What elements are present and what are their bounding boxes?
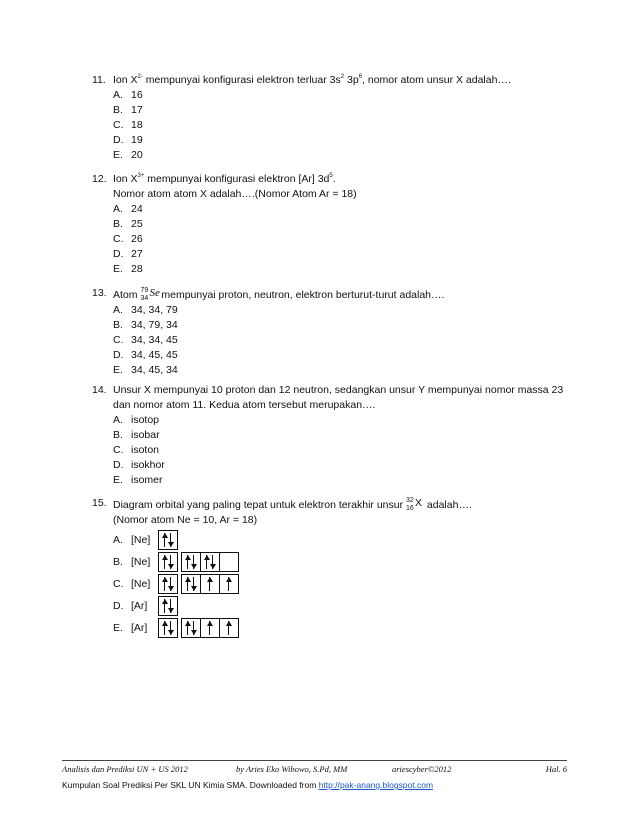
option-b: B. isobar: [113, 429, 160, 441]
footer-source: Analisis dan Prediksi UN + US 2012: [62, 764, 188, 774]
spin-up-arrow-icon: [164, 599, 166, 613]
orbital-diagram: [158, 618, 239, 638]
question-text: Unsur X mempunyai 10 proton dan 12 neutron, sedangkan unsur Y mempunyai nomor massa 23: [113, 384, 564, 396]
footer-rule: [62, 760, 567, 761]
option-c: C. [Ne]: [113, 574, 592, 596]
option-c: C. 34, 34, 45: [113, 334, 178, 346]
footer-page-number: Hal. 6: [545, 764, 567, 774]
question-number: 15.: [92, 497, 107, 509]
question-number: 14.: [92, 384, 107, 396]
nuclide-symbol: 32 16 X: [406, 497, 423, 512]
option-c: C. 26: [113, 233, 143, 245]
spin-up-arrow-icon: [164, 577, 166, 591]
option-a: A. 34, 34, 79: [113, 304, 178, 316]
option-e: E. isomer: [113, 474, 163, 486]
option-e: E. 28: [113, 263, 143, 275]
spin-up-arrow-icon: [187, 621, 189, 635]
p-orbital-box: [219, 618, 239, 638]
p-orbital-box: [219, 574, 239, 594]
question-15: [92, 496, 592, 640]
option-c: C. isoton: [113, 444, 160, 456]
question-text-line2: (Nomor atom Ne = 10, Ar = 18): [113, 514, 258, 526]
spin-down-arrow-icon: [193, 577, 195, 591]
option-e: E. 34, 45, 34: [113, 364, 178, 376]
spin-down-arrow-icon: [170, 577, 172, 591]
footer-copyright: ariescyber©2012: [392, 764, 452, 774]
spin-down-arrow-icon: [170, 599, 172, 613]
question-text: Atom 79 34 Se mempunyai proton, neutron, elektron berturut-turut adalah….: [113, 287, 445, 302]
s-orbital-box: [158, 618, 178, 638]
option-d: D. isokhor: [113, 459, 165, 471]
question-11: [92, 73, 592, 163]
orbital-diagram: [158, 596, 178, 616]
s-orbital-box: [158, 574, 178, 594]
option-b: B. [Ne]: [113, 552, 592, 574]
option-a: A. 16: [113, 89, 143, 101]
spin-up-arrow-icon: [209, 577, 211, 591]
question-number: 13.: [92, 287, 107, 299]
option-e: E. 20: [113, 149, 143, 161]
spin-down-arrow-icon: [170, 621, 172, 635]
question-text: Ion $X^{3+}$ mempunyai konfigurasi elektron [Ar] $3d^5$.: [113, 173, 336, 185]
spin-down-arrow-icon: [170, 533, 172, 547]
option-b: B. 34, 79, 34: [113, 319, 178, 331]
p-orbital-box: [200, 574, 220, 594]
spin-down-arrow-icon: [170, 555, 172, 569]
orbital-diagram: [158, 574, 239, 594]
p-orbital-box: [219, 552, 239, 572]
question-number: 12.: [92, 173, 107, 185]
p-orbital-box: [181, 574, 201, 594]
question-text-line2: dan nomor atom 11. Kedua atom tersebut merupakan….: [113, 399, 376, 411]
question-text: Ion $X^{2-}$ mempunyai konfigurasi elektron terluar $3s^2$ $3p^6$, nomor atom unsur X adalah….: [113, 74, 511, 86]
orbital-diagram: [158, 552, 239, 572]
footer-line-2: [62, 780, 567, 790]
s-orbital-box: [158, 552, 178, 572]
question-12: [92, 172, 592, 277]
orbital-options: [92, 530, 592, 640]
p-orbital-box: [181, 618, 201, 638]
question-14: [92, 383, 592, 488]
spin-up-arrow-icon: [206, 555, 208, 569]
spin-up-arrow-icon: [164, 621, 166, 635]
option-d: D. [Ar]: [113, 596, 592, 618]
spin-up-arrow-icon: [164, 533, 166, 547]
nuclide-symbol: 79 34 Se: [140, 287, 160, 302]
s-orbital-box: [158, 530, 178, 550]
option-d: D. 27: [113, 248, 143, 260]
spin-up-arrow-icon: [228, 577, 230, 591]
footer-link[interactable]: http://pak-anang.blogspot.com: [318, 780, 434, 790]
option-e: E. [Ar]: [113, 618, 592, 640]
question-text: Diagram orbital yang paling tepat untuk elektron terakhir unsur 32 16 X adalah….: [113, 497, 472, 512]
question-number: 11.: [92, 74, 106, 86]
orbital-diagram: [158, 530, 178, 550]
p-orbital-box: [200, 618, 220, 638]
p-orbital-box: [181, 552, 201, 572]
question-13: [92, 286, 592, 378]
spin-up-arrow-icon: [164, 555, 166, 569]
spin-up-arrow-icon: [209, 621, 211, 635]
option-b: B. 17: [113, 104, 143, 116]
spin-down-arrow-icon: [212, 555, 214, 569]
option-b: B. 25: [113, 218, 143, 230]
spin-down-arrow-icon: [193, 621, 195, 635]
spin-up-arrow-icon: [187, 577, 189, 591]
footer-author: by Aries Eko Wibowo, S.Pd, MM: [236, 764, 348, 774]
footer-note: Kumpulan Soal Prediksi Per SKL UN Kimia SMA. Downloaded from: [62, 780, 319, 790]
option-d: D. 34, 45, 45: [113, 349, 178, 361]
question-text-line2: Nomor atom atom X adalah….(Nomor Atom Ar = 18): [113, 188, 357, 200]
spin-up-arrow-icon: [187, 555, 189, 569]
option-c: C. 18: [113, 119, 143, 131]
p-orbital-box: [200, 552, 220, 572]
option-d: D. 19: [113, 134, 143, 146]
option-a: A. 24: [113, 203, 143, 215]
option-a: A. isotop: [113, 414, 160, 426]
option-a: A. [Ne]: [113, 530, 592, 552]
spin-up-arrow-icon: [228, 621, 230, 635]
spin-down-arrow-icon: [193, 555, 195, 569]
s-orbital-box: [158, 596, 178, 616]
